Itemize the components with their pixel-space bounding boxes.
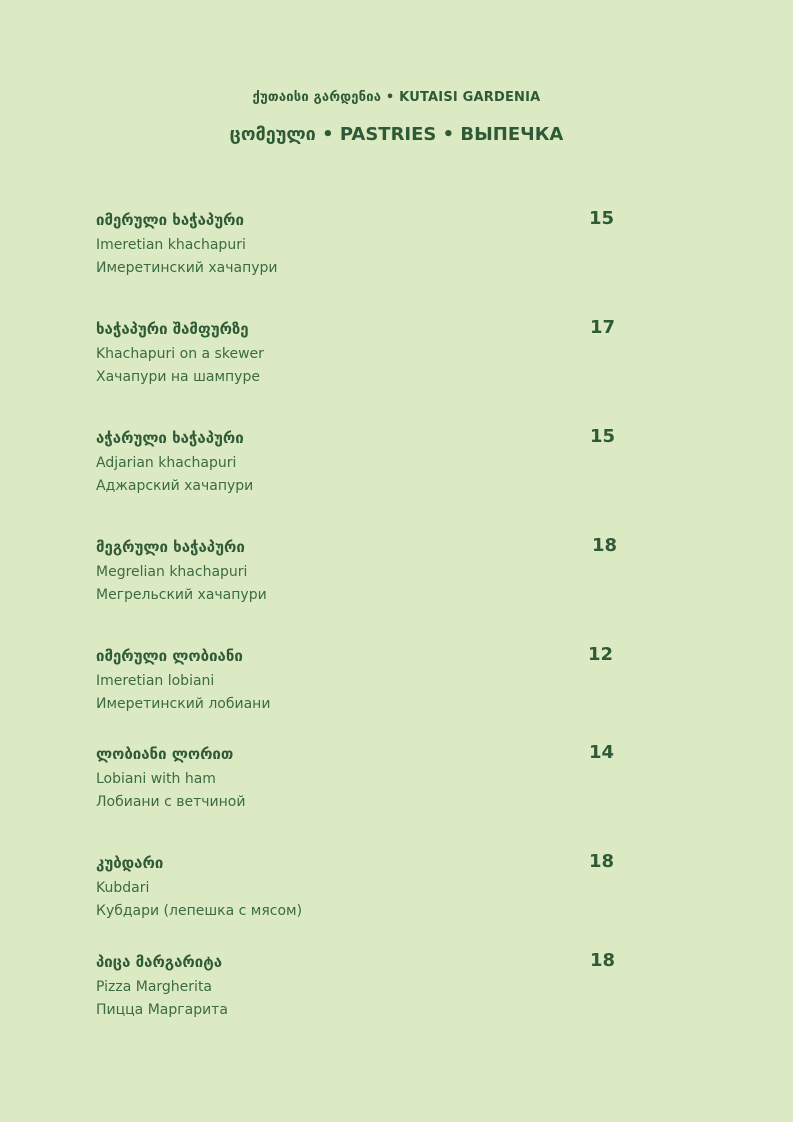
menu-item xyxy=(96,317,636,400)
item-name-russian: Кубдари (лепешка с мясом) xyxy=(96,903,303,919)
item-price: 15 xyxy=(589,426,615,447)
menu-item xyxy=(96,535,636,618)
menu-item xyxy=(96,426,636,509)
item-price: 18 xyxy=(588,851,614,872)
item-price: 18 xyxy=(591,535,617,556)
item-name-russian: Лобиани с ветчиной xyxy=(96,794,246,810)
item-name-russian: Аджарский хачапури xyxy=(96,478,254,494)
item-price: 17 xyxy=(589,317,615,338)
menu-item xyxy=(96,644,636,727)
item-name-english: Imeretian khachapuri xyxy=(96,237,246,253)
item-name-georgian: ლობიანი ლორით xyxy=(96,745,234,763)
item-name-russian: Мегрельский хачапури xyxy=(96,587,267,603)
item-price: 12 xyxy=(587,644,613,665)
item-name-english: Pizza Margherita xyxy=(96,979,213,995)
item-price: 18 xyxy=(589,950,615,971)
item-name-english: Imeretian lobiani xyxy=(96,673,215,689)
menu-item xyxy=(96,742,636,825)
item-name-russian: Имеретинский лобиани xyxy=(96,696,271,712)
item-name-english: Megrelian khachapuri xyxy=(96,564,248,580)
item-name-english: Adjarian khachapuri xyxy=(96,455,237,471)
item-name-georgian: იმერული ლობიანი xyxy=(96,647,243,665)
item-name-english: Kubdari xyxy=(96,880,150,896)
item-name-english: Lobiani with ham xyxy=(96,771,216,787)
item-name-georgian: კუბდარი xyxy=(96,854,164,872)
item-name-english: Khachapuri on a skewer xyxy=(96,346,264,362)
item-name-georgian: ხაჭაპური შამფურზე xyxy=(96,320,249,338)
item-name-russian: Имеретинский хачапури xyxy=(96,260,278,276)
item-name-russian: Хачапури на шампуре xyxy=(96,369,260,385)
item-price: 14 xyxy=(588,742,614,763)
item-name-russian: Пицца Маргарита xyxy=(96,1002,228,1018)
item-price: 15 xyxy=(588,208,614,229)
menu-item xyxy=(96,208,636,291)
item-name-georgian: იმერული ხაჭაპური xyxy=(96,211,244,229)
menu-item xyxy=(96,950,636,1033)
item-name-georgian: აჭარული ხაჭაპური xyxy=(96,429,244,447)
section-title: ცომეული • PASTRIES • ВЫПЕЧКА xyxy=(229,124,564,145)
restaurant-name: ქუთაისი გარდენია • KUTAISI GARDENIA xyxy=(252,90,541,105)
menu-item xyxy=(96,851,636,934)
item-name-georgian: პიცა მარგარიტა xyxy=(96,953,223,971)
item-name-georgian: მეგრული ხაჭაპური xyxy=(96,538,245,556)
